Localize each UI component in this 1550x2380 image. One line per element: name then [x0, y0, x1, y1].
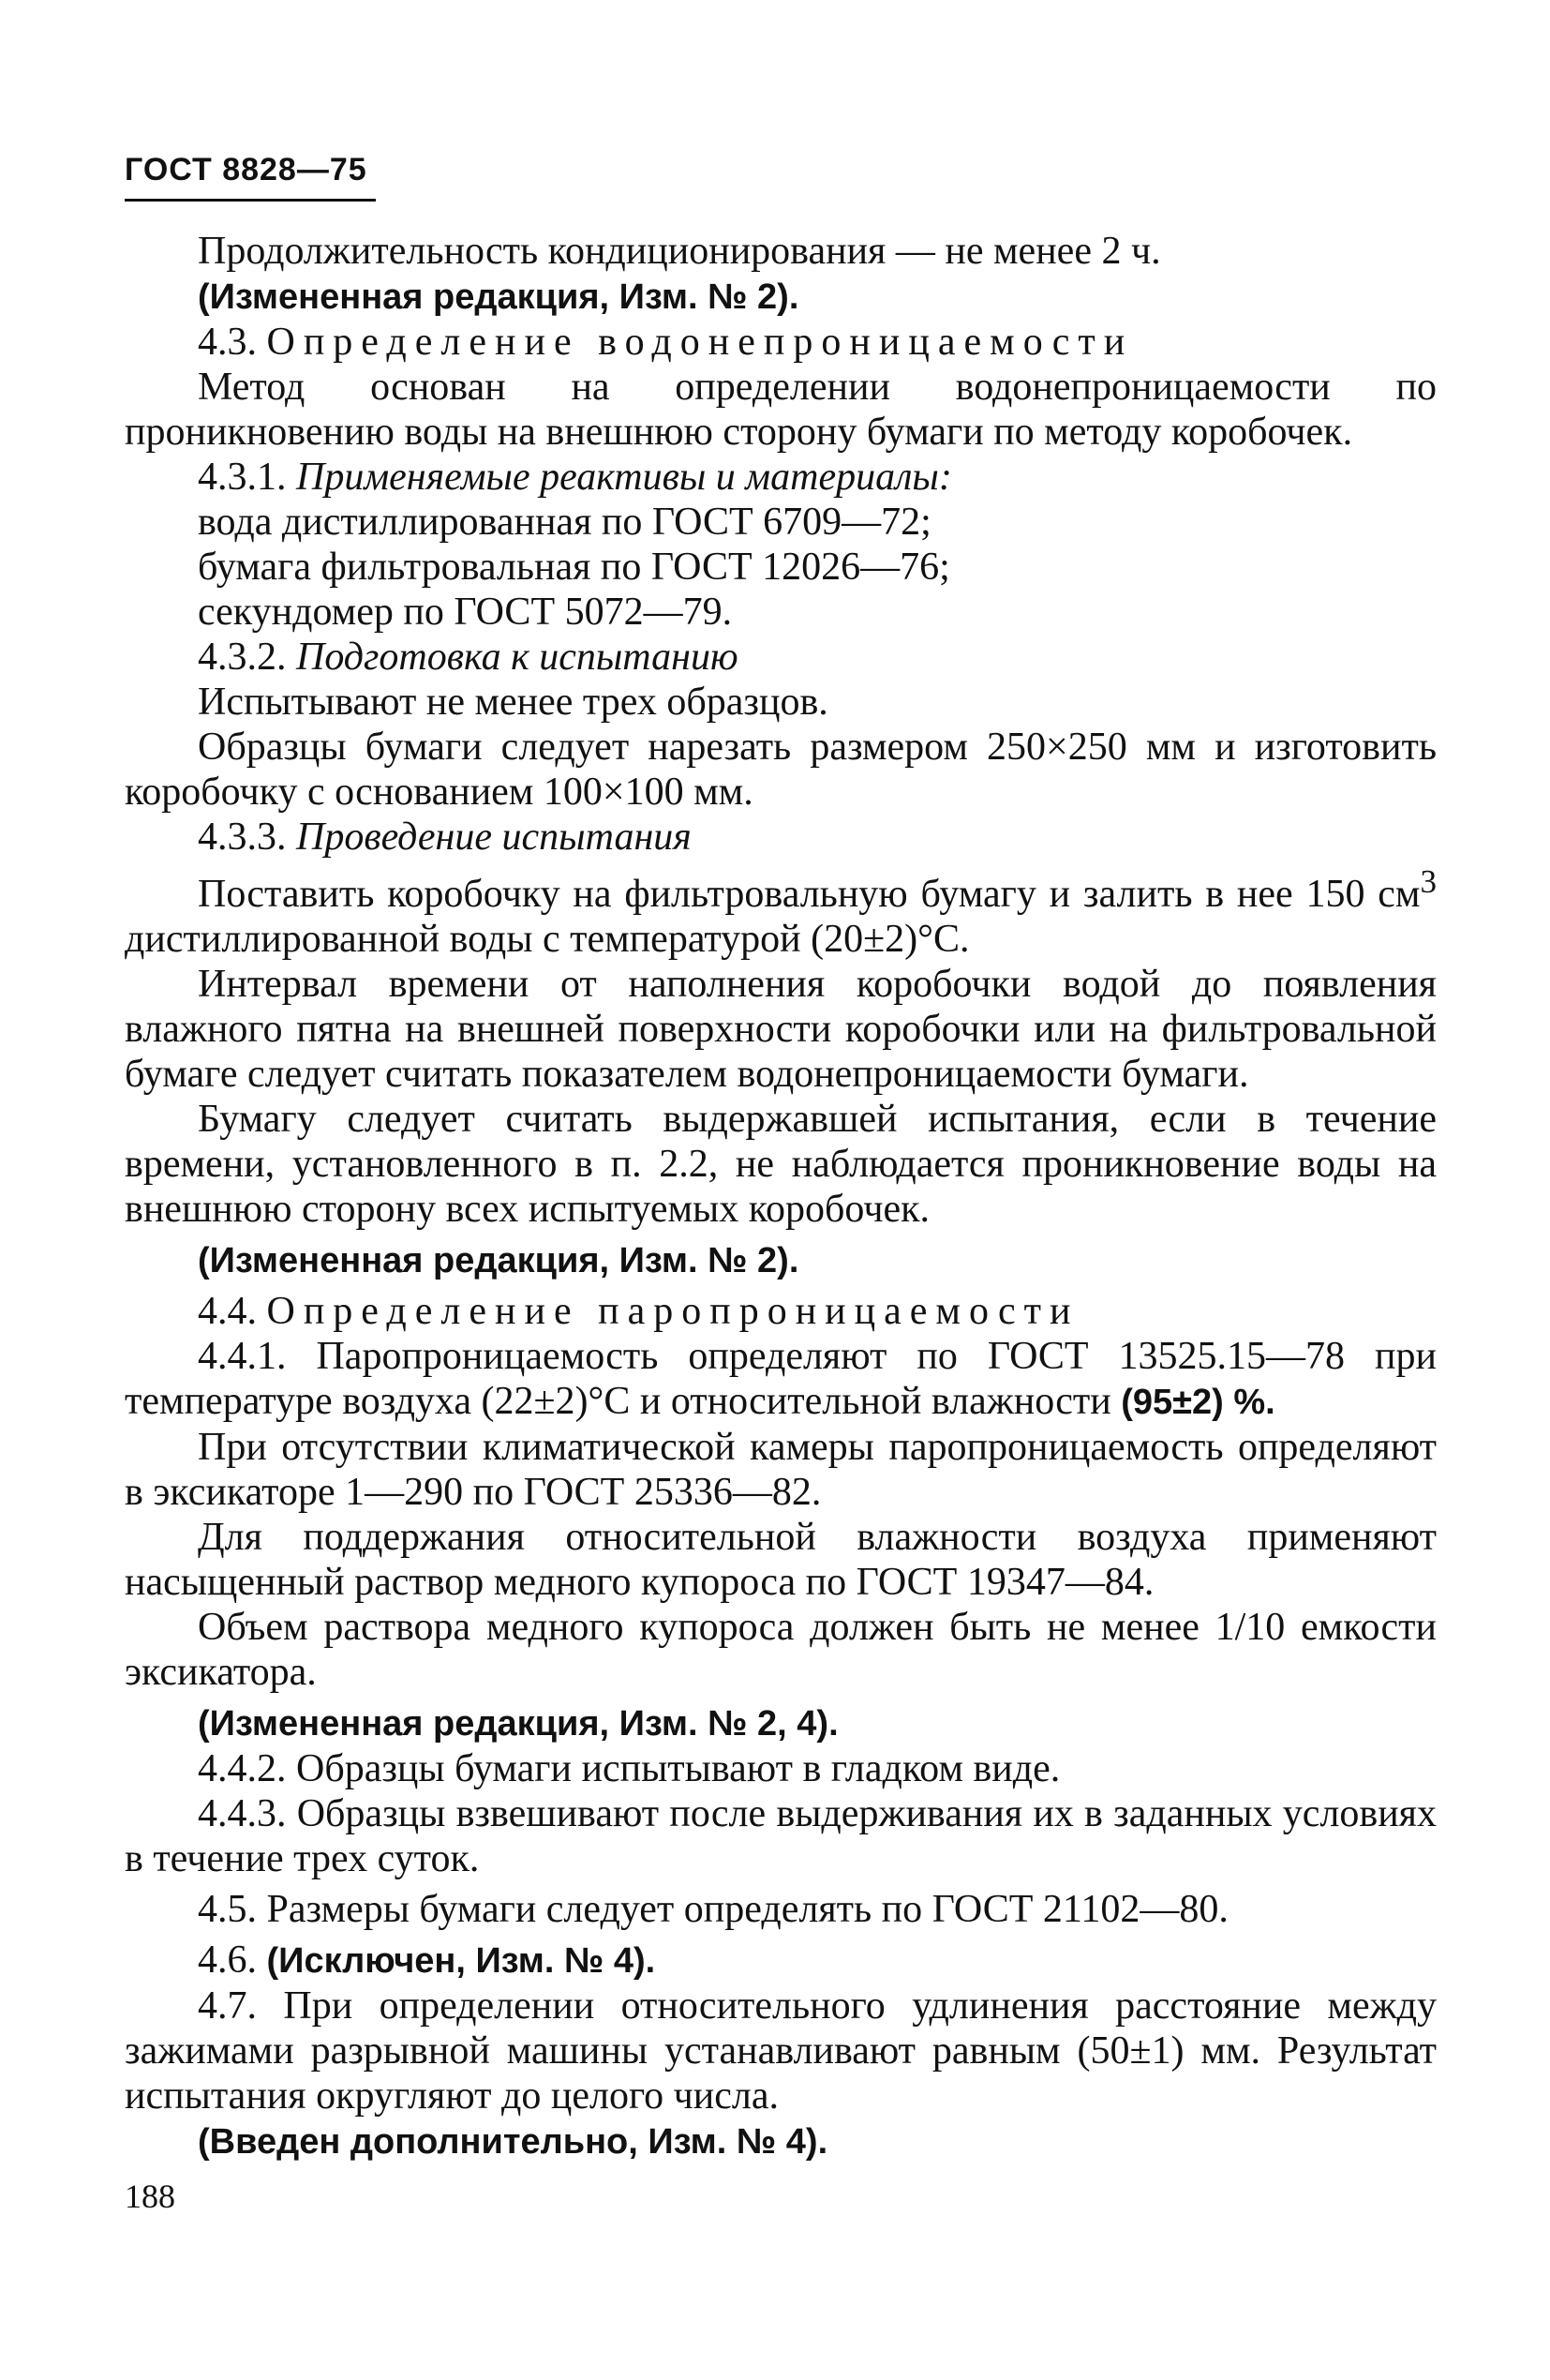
section-number: 4.6. [198, 1938, 257, 1982]
superscript-cubic: 3 [1420, 863, 1437, 900]
section-heading-4-4 [125, 1289, 1437, 1334]
vapor-text: 4.4.1. Паропроницаемость определяют по ГОСТ 13525.15—78 при температуре воздуха (22±2)°С и относительной влажности [125, 1335, 1437, 1423]
paragraph-4-4-2: 4.4.2. Образцы бумаги испытывают в гладком виде. [198, 1747, 1061, 1790]
procedure-text-start: Поставить коробочку на фильтровальную бумагу и залить в нее 150 см [198, 873, 1421, 916]
materials-list [125, 500, 1437, 635]
section-title: Подготовка к испытанию [296, 636, 738, 679]
section-heading-4-3 [125, 320, 1437, 365]
amendment-note [125, 2118, 1437, 2164]
amendment-text: (Измененная редакция, Изм. № 2). [198, 1241, 799, 1280]
paragraph-4-7: 4.7. При определении относительного удлинения расстояние между зажимами разрывной машины устанавливают равным (50±1) мм. Результат испытания округляют до целого числа. [125, 1984, 1437, 2118]
section-number: 4.3.3. [198, 816, 287, 859]
paragraph-copper-sulfate: Для поддержания относительной влажности воздуха применяют насыщенный раствор медного купороса по ГОСТ 19347—84. [125, 1516, 1437, 1604]
section-title: Проведение испытания [296, 816, 692, 859]
standard-code-header: ГОСТ 8828—75 [125, 152, 367, 187]
subsection-heading-4-3-3 [125, 815, 1437, 860]
amendment-text: (Измененная редакция, Изм. № 2). [198, 277, 799, 317]
paragraph-method: Метод основан на определении водонепроницаемости по проникновению воды на внешнюю сторону бумаги по методу коробочек. [125, 366, 1437, 454]
section-title: Определение водонепроницаемости [266, 321, 1134, 364]
amendment-text: (Введен дополнительно, Изм. № 4). [198, 2122, 828, 2162]
subsection-heading-4-3-2 [125, 635, 1437, 680]
paragraph-desiccator: При отсутствии климатической камеры паропроницаемость определяют в эксикаторе 1—290 по ГОСТ 25336—82. [125, 1426, 1437, 1514]
list-item: секундомер по ГОСТ 5072—79. [198, 591, 733, 634]
paragraph-samples-count: Испытывают не менее трех образцов. [198, 681, 828, 724]
paragraph-conditioning-duration: Продолжительность кондиционирования — не менее 2 ч. [198, 230, 1161, 273]
paragraph-pass-criteria: Бумагу следует считать выдержавшей испытания, если в течение времени, установленного в п. 2.2, не наблюдается проникновение воды на внешнюю сторону всех испытуемых коробочек. [125, 1098, 1437, 1231]
section-number: 4.4. [198, 1290, 257, 1333]
amendment-text: (Измененная редакция, Изм. № 2, 4). [198, 1704, 839, 1744]
paragraph-time-interval: Интервал времени от наполнения коробочки водой до появления влажного пятна на внешней поверхности коробочки или на фильтровальной бумаге следует считать показателем водонепроницаемости бумаги. [125, 963, 1437, 1096]
humidity-value: (95±2) %. [1121, 1383, 1275, 1422]
paragraph-solution-volume: Объем раствора медного купороса должен быть не менее 1/10 емкости эксикатора. [125, 1606, 1437, 1694]
section-title: Определение паропроницаемости [266, 1290, 1080, 1333]
section-number: 4.3.1. [198, 456, 287, 499]
procedure-text-end: дистиллированной воды с температурой (20±2)°С. [125, 918, 970, 961]
paragraph-sample-size: Образцы бумаги следует нарезать размером 250×250 мм и изготовить коробочку с основанием 100×100 мм. [125, 726, 1437, 814]
amendment-note [125, 1700, 1437, 1746]
paragraph-4-6 [125, 1938, 1437, 1983]
paragraph-vapor-permeability [125, 1334, 1437, 1425]
list-item: бумага фильтровальная по ГОСТ 12026—76; [198, 546, 950, 589]
page-number: 188 [125, 2178, 175, 2215]
section-number: 4.3.2. [198, 636, 287, 679]
amendment-note [125, 1237, 1437, 1283]
excluded-note: (Исключен, Изм. № 4). [266, 1941, 656, 1981]
document-body [125, 229, 1437, 2164]
header-underline [125, 199, 376, 202]
section-title: Применяемые реактивы и материалы: [296, 456, 952, 499]
paragraph-procedure [125, 860, 1437, 962]
list-item: вода дистиллированная по ГОСТ 6709—72; [198, 501, 931, 544]
amendment-note [125, 274, 1437, 320]
paragraph-4-5: 4.5. Размеры бумаги следует определять по ГОСТ 21102—80. [198, 1888, 1229, 1931]
section-number: 4.3. [198, 321, 257, 364]
paragraph-4-4-3: 4.4.3. Образцы взвешивают после выдерживания их в заданных условиях в течение трех суток. [125, 1792, 1437, 1880]
subsection-heading-4-3-1 [125, 455, 1437, 500]
